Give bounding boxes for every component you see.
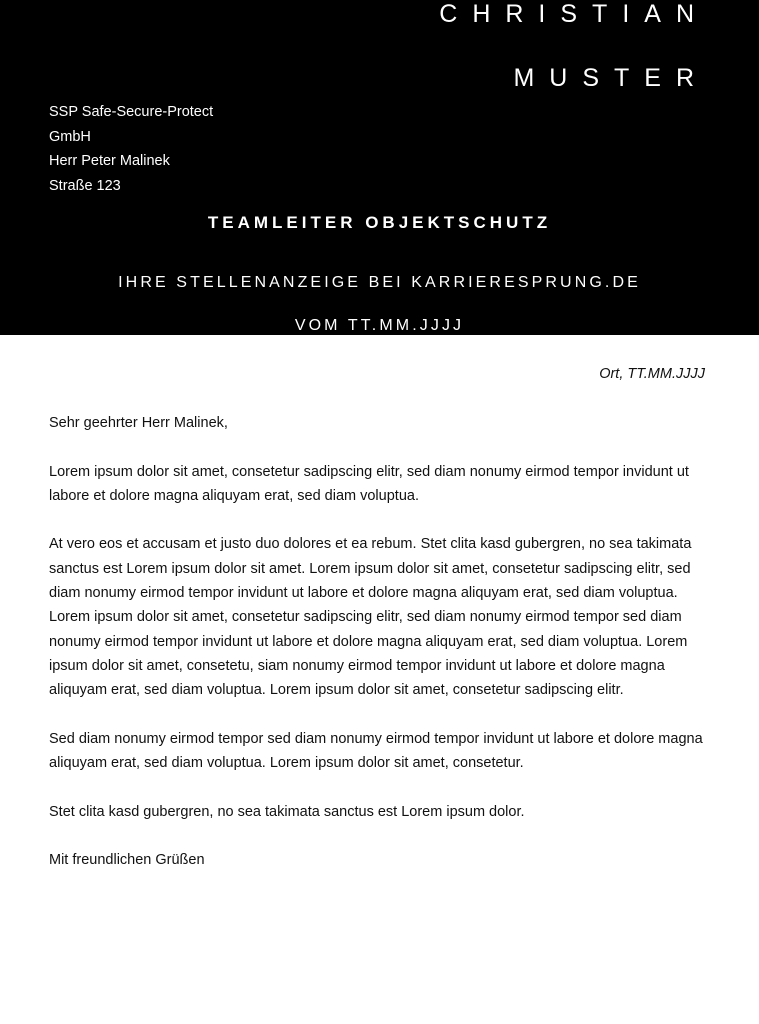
body-paragraph: Lorem ipsum dolor sit amet, consetetur sadipscing elitr, sed diam nonumy eirmod tempor invidunt ut labore et dolore magna aliquyam erat, sed diam voluptua. bbox=[49, 463, 689, 504]
recipient-line: Straße 123 bbox=[49, 177, 121, 194]
letter-date: Ort, TT.MM.JJJJ bbox=[599, 366, 705, 382]
recipient-line: Herr Peter Malinek bbox=[49, 153, 170, 169]
recipient-line: SSP Safe-Secure-Protect bbox=[49, 104, 214, 120]
subject-date: VOM TT.MM.JJJJ bbox=[294, 317, 465, 334]
sender-first-name: CHRISTIAN bbox=[439, 0, 709, 28]
body-paragraph: Sed diam nonumy eirmod tempor sed diam nonumy eirmod tempor invidunt ut labore et dolore magna aliquyam erat, sed diam voluptua. Lorem ipsum dolor sit amet, consetetur. bbox=[49, 730, 703, 772]
body-paragraph: At vero eos et accusam et justo duo dolores et ea rebum. Stet clita kasd gubergren, no sea takimata sanctus est Lorem ipsum dolor sit amet. Lorem ipsum dolor sit amet, consetetur sadipscing elitr, sed diam nonumy eirmod tempor invidunt ut labore et dolore magna aliquyam erat, sed diam voluptua. Lorem ipsum dolor sit amet, consetetur sadipscing elitr, sed diam nonumy eirmod tempor sed diam nonumy eirmod tempor invidunt ut labore et dolore magna aliquyam erat, sed diam voluptua. Lorem ipsum dolor sit amet, consetetu, siam nonumy eirmod tempor invidunt ut labore et dolore magna aliquyam erat, sed diam voluptua. Lorem ipsum dolor sit amet, consetetur sadipscing elitr. bbox=[49, 536, 692, 699]
letter-body bbox=[49, 411, 709, 897]
salutation: Sehr geehrter Herr Malinek, bbox=[49, 415, 228, 431]
recipient-line: GmbH bbox=[49, 128, 91, 145]
closing: Mit freundlichen Grüßen bbox=[49, 852, 205, 869]
body-paragraph: Stet clita kasd gubergren, no sea takimata sanctus est Lorem ipsum dolor. bbox=[49, 803, 525, 820]
recipient-address bbox=[49, 100, 213, 198]
subject-reference: IHRE STELLENANZEIGE BEI KARRIERESPRUNG.DE bbox=[118, 274, 641, 291]
letter-header bbox=[0, 0, 759, 335]
sender-last-name: MUSTER bbox=[513, 64, 709, 92]
subject-title: TEAMLEITER OBJEKTSCHUTZ bbox=[207, 213, 552, 232]
